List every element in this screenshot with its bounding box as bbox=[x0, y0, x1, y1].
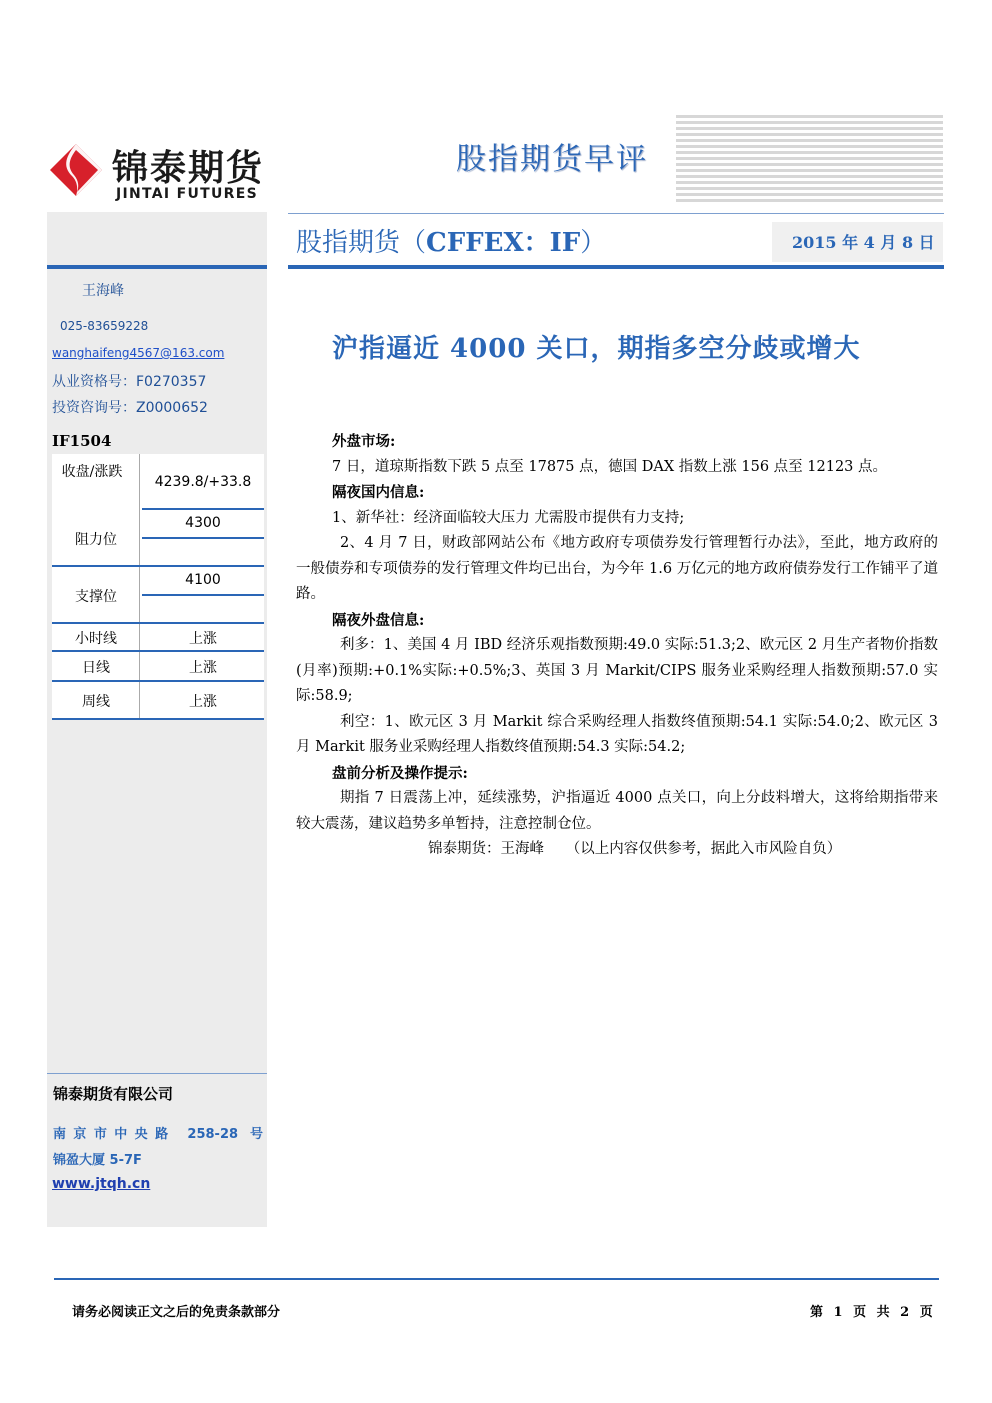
contract-code: IF1504 bbox=[52, 432, 112, 450]
company-logo bbox=[48, 140, 278, 210]
footer-rule bbox=[54, 1278, 939, 1280]
market-row-rule bbox=[52, 680, 264, 682]
section-heading: 盘前分析及操作提示: bbox=[332, 764, 468, 782]
company-address-line1: 南京市中央路 258-28 号 bbox=[53, 1127, 263, 1142]
report-date: 2015 年 4 月 8 日 bbox=[792, 233, 935, 252]
article-headline: 沪指逼近 4000 关口，期指多空分歧或增大 bbox=[332, 334, 861, 364]
header-stripes bbox=[676, 115, 943, 205]
market-row-rule bbox=[142, 594, 264, 596]
market-row-label: 周线 bbox=[82, 694, 110, 710]
section-paragraph: 7 日，道琼斯指数下跌 5 点至 17875 点，德国 DAX 指数上涨 156 点至 12123 点。 bbox=[332, 458, 887, 475]
market-row-label: 支撑位 bbox=[75, 589, 117, 605]
section-heading: 隔夜国内信息: bbox=[332, 484, 425, 501]
market-row-label: 阻力位 bbox=[75, 532, 117, 548]
market-row-rule bbox=[142, 508, 264, 510]
market-row-label: 小时线 bbox=[75, 631, 117, 647]
logo-name-cn: 锦泰期货 bbox=[112, 148, 265, 189]
footer-page-number: 第 1 页 共 2 页 bbox=[810, 1305, 933, 1320]
market-row-label: 日线 bbox=[82, 660, 110, 676]
section-paragraph: 期指 7 日震荡上冲，延续涨势，沪指逼近 4000 点关口，向上分歧料增大，这将给期指带来较大震荡，建议趋势多单暂持，注意控制仓位。 bbox=[296, 790, 938, 832]
footer-disclaimer: 请务必阅读正文之后的免责条款部分 bbox=[72, 1305, 281, 1320]
analyst-email-link[interactable]: wanghaifeng4567@163.com bbox=[52, 346, 225, 360]
market-row-value: 4239.8/+33.8 bbox=[154, 474, 252, 490]
section-heading: 隔夜外盘信息: bbox=[332, 611, 425, 629]
market-row-rule bbox=[52, 718, 264, 720]
market-row-label: 收盘/涨跌 bbox=[61, 464, 123, 480]
market-row-value: 上涨 bbox=[189, 694, 217, 710]
company-divider bbox=[47, 1073, 267, 1074]
market-row-rule bbox=[52, 650, 264, 652]
section-paragraph: 利多：1、美国 4 月 IBD 经济乐观指数预期:49.0 实际:51.3;2、欧元区 2 月生产者物价指数(月率)预期:+0.1%实际:+0.5%;3、英国 3 月 Markit/CIPS 服务业采购经理人指数预期:57.0 实际:58.9; bbox=[296, 637, 938, 704]
section-paragraph: 2、4 月 7 日，财政部网站公布《地方政府专项债券发行管理暂行办法》，至此，地方政府的一般债券和专项债券的发行管理文件均已出台，为今年 1.6 万亿元的地方政府债券发行工作铺平了道路。 bbox=[296, 535, 938, 602]
company-address-line2: 锦盈大厦 5-7F bbox=[53, 1153, 142, 1168]
market-row-value: 4100 bbox=[185, 572, 221, 588]
sidebar-divider bbox=[47, 265, 267, 269]
article-body bbox=[296, 429, 938, 863]
market-row-value: 上涨 bbox=[189, 660, 217, 676]
logo-diamond-icon bbox=[48, 142, 104, 198]
report-type-title: 股指期货早评 bbox=[456, 142, 648, 177]
market-row-rule bbox=[142, 537, 264, 539]
analyst-name: 王海峰 bbox=[82, 283, 124, 299]
section-heading: 外盘市场: bbox=[332, 433, 396, 450]
section-paragraph: 利空：1、欧元区 3 月 Markit 综合采购经理人指数终值预期:54.1 实际:54.0;2、欧元区 3 月 Markit 服务业采购经理人指数终值预期:54.3 实际:54.2; bbox=[296, 713, 938, 755]
company-name: 锦泰期货有限公司 bbox=[53, 1085, 174, 1103]
header-band-bottom-rule bbox=[288, 265, 944, 269]
market-row-rule bbox=[52, 565, 264, 567]
category-code: CFFEX：IF bbox=[426, 228, 581, 258]
article-signature: 锦泰期货：王海峰 （以上内容仅供参考，据此入市风险自负） bbox=[428, 841, 842, 857]
market-row-rule bbox=[52, 622, 264, 624]
analyst-consult-number: 投资咨询号：Z0000652 bbox=[52, 400, 208, 416]
company-website-link[interactable]: www.jtqh.cn bbox=[52, 1176, 151, 1192]
analyst-phone: 025-83659228 bbox=[60, 319, 149, 333]
market-row-value: 4300 bbox=[185, 515, 221, 531]
report-category bbox=[296, 222, 606, 259]
category-prefix: 股指期货（ bbox=[296, 228, 427, 258]
section-paragraph: 1、新华社：经济面临较大压力 尤需股市提供有力支持; bbox=[332, 509, 685, 526]
header-band-top-rule bbox=[288, 213, 944, 214]
analyst-cert-number: 从业资格号：F0270357 bbox=[52, 374, 207, 390]
market-row-value: 上涨 bbox=[189, 631, 217, 647]
category-suffix: ） bbox=[580, 228, 607, 258]
logo-name-en: JINTAI FUTURES bbox=[116, 186, 258, 202]
